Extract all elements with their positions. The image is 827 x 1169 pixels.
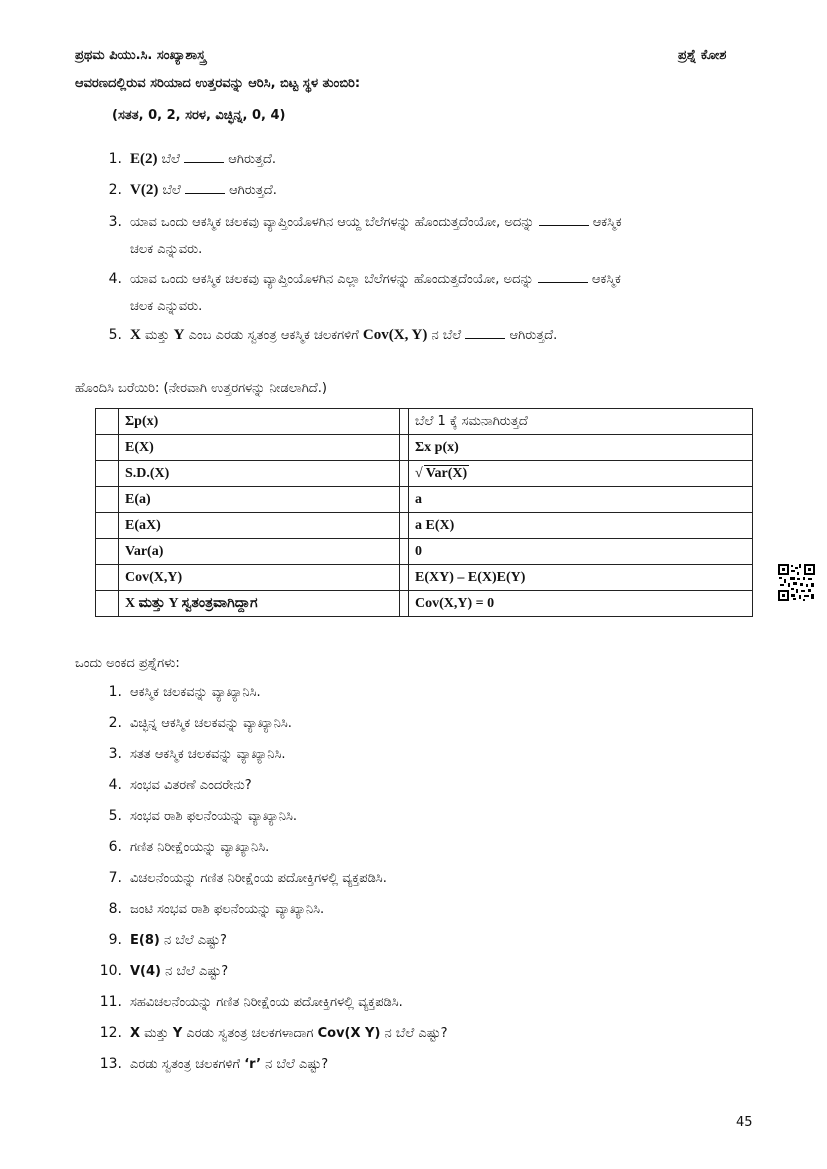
list-item: 5. ಸಂಭವ ರಾಶಿ ಫಲನೆಂಯನ್ನು ವ್ಯಾಖ್ಯಾನಿಸಿ. xyxy=(108,808,298,824)
header-left: ಪ್ರಥಮ ಪಿಯು.ಸಿ. ಸಂಖ್ಯಾಶಾಸ್ತ್ರ xyxy=(75,48,206,63)
answer-blank xyxy=(185,183,225,194)
list-item: 1. ಆಕಸ್ಮಿಕ ಚಲಕವನ್ನು ವ್ಯಾಖ್ಯಾನಿಸಿ. xyxy=(108,684,261,700)
list-item: 4. ಸಂಭವ ವಿತರಣೆ ಎಂದರೇನು? xyxy=(108,777,252,793)
list-item: 8. ಜಂಟಿ ಸಂಭವ ರಾಶಿ ಫಲನೆಂಯನ್ನು ವ್ಯಾಖ್ಯಾನಿಸಿ. xyxy=(108,901,325,917)
fill-blank-item: 2. V(2) ಬೆಲೆ ಆಗಿರುತ್ತದೆ. xyxy=(108,182,277,198)
table-row: X ಮತ್ತು Y ಸ್ವತಂತ್ರವಾಗಿದ್ದಾಗ Cov(X,Y) = 0 xyxy=(96,591,753,617)
fill-blanks-instruction: ಆವರಣದಲ್ಲಿರುವ ಸರಿಯಾದ ಉತ್ತರವನ್ನು ಆರಿಸಿ, ಬಿಟ್ಟ ಸ್ಥಳ ತುಂಬಿರಿ: xyxy=(75,76,361,91)
fill-blank-item: 1. E(2) ಬೆಲೆ ಆಗಿರುತ್ತದೆ. xyxy=(108,151,277,167)
table-row: Var(a) 0 xyxy=(96,539,753,565)
match-instruction: ಹೊಂದಿಸಿ ಬರೆಯಿರಿ: (ನೇರವಾಗಿ ಉತ್ತರಗಳನ್ನು ನೀಡಲಾಗಿದೆ.) xyxy=(75,381,327,396)
header-right: ಪ್ರಶ್ನೆ ಕೋಶ xyxy=(678,48,727,63)
fill-blanks-options: (ಸತತ, 0, 2, ಸರಳ, ವಿಚ್ಛಿನ್ನ, 0, 4) xyxy=(112,108,286,123)
list-item: 11. ಸಹವಿಚಲನೆಂಯನ್ನು ಗಣಿತ ನಿರೀಕ್ಷೆಂಯ ಪದೋಕ್ತಿಗಳಲ್ಲಿ ವ್ಯಕ್ತಪಡಿಸಿ. xyxy=(99,994,403,1010)
table-row: Σp(x) ಬೆಲೆ 1 ಕ್ಕೆ ಸಮನಾಗಿರುತ್ತದೆ xyxy=(96,409,753,435)
table-row: E(aX) a E(X) xyxy=(96,513,753,539)
list-item: 13. ಎರಡು ಸ್ವತಂತ್ರ ಚಲಕಗಳಿಗೆ ‘r’ ನ ಬೆಲೆ ಎಷ್ಟು? xyxy=(99,1056,329,1072)
list-item: 10. V(4) ನ ಬೆಲೆ ಎಷ್ಟು? xyxy=(99,963,229,979)
qr-code-icon xyxy=(778,564,815,601)
list-item: 12. X ಮತ್ತು Y ಎರಡು ಸ್ವತಂತ್ರ ಚಲಕಗಳಾದಾಗ Cov(X Y) ನ ಬೆಲೆ ಎಷ್ಟು? xyxy=(99,1025,448,1041)
page-number: 45 xyxy=(736,1115,753,1130)
fill-blank-item: 5. X ಮತ್ತು Y ಎಂಬ ಎರಡು ಸ್ವತಂತ್ರ ಆಕಸ್ಮಿಕ ಚಲಕಗಳಿಗೆ Cov(X, Y) ನ ಬೆಲೆ ಆಗಿರುತ್ತದೆ. xyxy=(108,327,558,343)
answer-blank xyxy=(184,152,224,163)
fill-blank-item: 3. ಯಾವ ಒಂದು ಆಕಸ್ಮಿಕ ಚಲಕವು ವ್ಯಾಪ್ತಿಂಯೊಳಗಿನ ಆಯ್ದ ಬೆಲೆಗಳನ್ನು ಹೊಂದುತ್ತದೆಂಯೋ, ಅದನ್ನು ಆಕಸ್ಮಿಕ ಚಲಕ ಎನ್ನುವರು. xyxy=(108,214,622,257)
list-item: 9. E(8) ನ ಬೆಲೆ ಎಷ್ಟು? xyxy=(108,932,227,948)
answer-blank xyxy=(538,272,588,283)
table-row: S.D.(X) √ Var(X) xyxy=(96,461,753,487)
answer-blank xyxy=(465,328,505,339)
list-item: 6. ಗಣಿತ ನಿರೀಕ್ಷೆಂಯನ್ನು ವ್ಯಾಖ್ಯಾನಿಸಿ. xyxy=(108,839,270,855)
table-row: Cov(X,Y) E(XY) – E(X)E(Y) xyxy=(96,565,753,591)
table-row: E(a) a xyxy=(96,487,753,513)
list-item: 7. ವಿಚಲನೆಂಯನ್ನು ಗಣಿತ ನಿರೀಕ್ಷೆಂಯ ಪದೋಕ್ತಿಗಳಲ್ಲಿ ವ್ಯಕ್ತಪಡಿಸಿ. xyxy=(108,870,387,886)
match-table xyxy=(95,408,753,617)
sqrt-icon: √ xyxy=(415,466,423,481)
table-row: E(X) Σx p(x) xyxy=(96,435,753,461)
list-item: 2. ವಿಚ್ಛಿನ್ನ ಆಕಸ್ಮಿಕ ಚಲಕವನ್ನು ವ್ಯಾಖ್ಯಾನಿಸಿ. xyxy=(108,715,292,731)
fill-blank-item: 4. ಯಾವ ಒಂದು ಆಕಸ್ಮಿಕ ಚಲಕವು ವ್ಯಾಪ್ತಿಂಯೊಳಗಿನ ಎಲ್ಲಾ ಬೆಲೆಗಳನ್ನು ಹೊಂದುತ್ತದೆಂಯೋ, ಅದನ್ನು ಆಕಸ್ಮಿಕ ಚಲಕ ಎನ್ನುವರು. xyxy=(108,271,621,314)
list-item: 3. ಸತತ ಆಕಸ್ಮಿಕ ಚಲಕವನ್ನು ವ್ಯಾಖ್ಯಾನಿಸಿ. xyxy=(108,746,286,762)
answer-blank xyxy=(539,215,589,226)
one-mark-heading: ಒಂದು ಅಂಕದ ಪ್ರಶ್ನೆಗಳು: xyxy=(75,656,180,671)
